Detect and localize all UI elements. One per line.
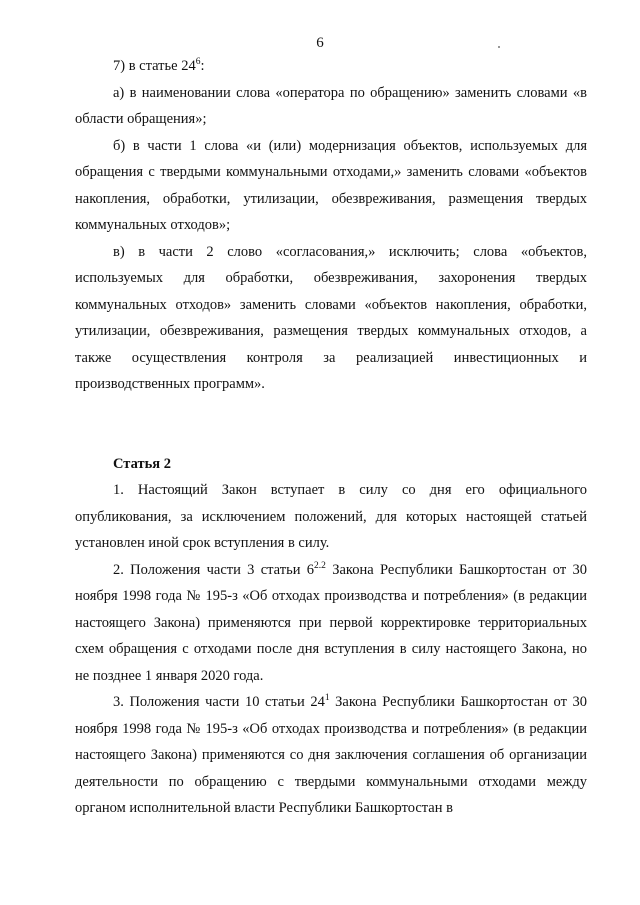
article-2-paragraph-2 xyxy=(75,557,587,690)
article-2-paragraph-3-superscript: 1 xyxy=(324,693,330,703)
article-2-paragraph-2-rest: Закона Республики Башкортостан от 30 ноября 1998 года № 195-з «Об отходах производства и потребления» (в редакции настоящего Закона) применяются при первой корректировке территориальных схем обращения с отходами после дня вступления в силу настоящего Закона, но не позднее 1 января 2020 года. xyxy=(75,561,587,684)
article-2-paragraph-3 xyxy=(75,689,587,822)
scan-artifact xyxy=(498,46,500,48)
document-body xyxy=(75,53,587,822)
section-spacer xyxy=(75,398,587,451)
item-7-intro-superscript: 6 xyxy=(195,57,201,67)
item-7-subitem-b: б) в части 1 слова «и (или) модернизация объектов, используемых для обращения с твердыми коммунальными отходами,» заменить словами «объектов накопления, обработки, утилизации, обезвреживания, размещения твердых коммунальных отходов»; xyxy=(75,137,587,233)
article-2-paragraph-2-start: 2. Положения части 3 статьи 6 xyxy=(113,561,315,578)
item-7-intro-colon: : xyxy=(200,58,205,74)
page-number: 6 xyxy=(316,35,324,51)
item-7-subitem-v: в) в части 2 слово «согласования,» исключить; слова «объектов, используемых для обработки, обезвреживания, захоронения твердых коммунальных отходов» заменить словами «объектов накопления, обработки, утилизации, обезвреживания, размещения твердых коммунальных отходов, а также осуществления контроля за реализацией инвестиционных и производственных программ». xyxy=(75,243,587,392)
item-7-subitem-a: а) в наименовании слова «оператора по обращению» заменить словами «в области обращения»; xyxy=(75,84,587,127)
article-2-paragraph-2-superscript: 2.2 xyxy=(314,560,326,571)
article-2-title: Статья 2 xyxy=(113,455,171,472)
article-2-paragraph-1: 1. Настоящий Закон вступает в силу со дня его официального опубликования, за исключением положений, для которых настоящей статьей установлен иной срок вступления в силу. xyxy=(75,482,587,551)
item-7-intro xyxy=(75,53,587,80)
item-7-intro-text: 7) в статье 24 xyxy=(113,58,196,74)
article-2-paragraph-3-rest: Закона Республики Башкортостан от 30 ноября 1998 года № 195-з «Об отходах производства и потребления» (в редакции настоящего Закона) применяются со дня заключения соглашения об организации деятельности по обращению с твердыми коммунальными отходами между органом исполнительной власти Республики Башкортостан в xyxy=(75,694,587,816)
article-2-paragraph-3-start: 3. Положения части 10 статьи 24 xyxy=(113,694,325,710)
